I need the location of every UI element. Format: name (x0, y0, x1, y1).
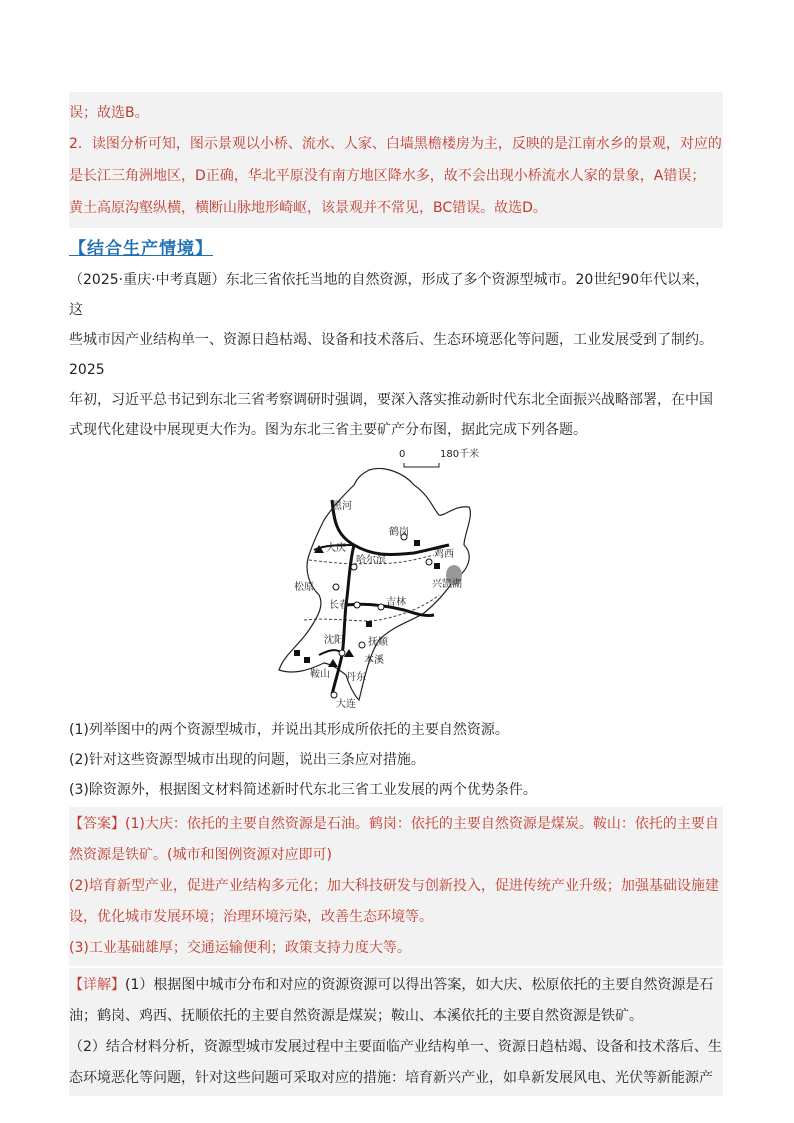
detail-block (69, 968, 723, 1096)
city-label: 松原 (294, 582, 314, 593)
answer-text: (1)大庆：依托的主要自然资源是石油。鹤岗：依托的主要自然资源是煤炭。鞍山：依托的主要自 (125, 816, 719, 832)
city-label: 抚顺 (368, 637, 388, 648)
city-label: 大连 (336, 699, 356, 710)
answer-line: (3)工业基础雄厚；交通运输便利；政策支持力度大等。 (69, 940, 411, 956)
detail-line: 态环境恶化等问题，针对这些问题可采取对应的措施：培育新兴产业，如阜新发展风电、光伏等新能源产 (69, 1070, 713, 1086)
detail-line-1 (69, 970, 723, 1001)
city-label: 长春 (329, 600, 349, 611)
coal-symbol (366, 621, 372, 627)
city-label: 吉林 (386, 597, 406, 608)
city-label: 鹤岗 (389, 527, 409, 538)
question-3: (3)除资源外，根据图文材料简述新时代东北三省工业发展的两个优势条件。 (69, 782, 537, 798)
northeast-mineral-map (264, 445, 564, 715)
detail-text: (1）根据图中城市分布和对应的资源资源可以得出答案，如大庆、松原依托的主要自然资源是石 (125, 977, 714, 993)
coal-symbol (414, 540, 420, 546)
question-2: (2)针对这些资源型城市出现的问题，说出三条应对措施。 (69, 752, 425, 768)
answer-tag: 【答案】 (69, 816, 125, 832)
answer-line: 然资源是铁矿。(城市和图例资源对应即可) (69, 847, 332, 863)
page (69, 92, 723, 1096)
answer-line: (2)培育新型产业，促进产业结构多元化；加大科技研发与创新投入，促进传统产业升级；加强基础设施建 (69, 878, 719, 894)
scale-zero: 0 (399, 449, 406, 460)
city-label: 兴凯湖 (432, 579, 462, 590)
scale-label: 180千米 (440, 449, 480, 460)
answer-line: 设，优化城市发展环境；治理环境污染，改善生态环境等。 (69, 909, 433, 925)
detail-line: （2）结合材料分析，资源型城市发展过程中主要面临产业结构单一、资源日趋枯竭、设备和技术落后、生 (69, 1039, 722, 1055)
section-title: 【结合生产情境】 (69, 239, 213, 259)
detail-tag: 【详解】 (69, 977, 125, 993)
coal-symbol (294, 650, 300, 656)
city-label: 沈阳 (324, 635, 344, 646)
coal-symbol (434, 563, 440, 569)
coal-symbol (304, 657, 310, 663)
city-label: 鞍山 (310, 669, 330, 680)
stem-line: 年初，习近平总书记到东北三省考察调研时强调，要深入落实推动新时代东北全面振兴战略部署，在中国 (69, 392, 713, 408)
stem-line: （2025·重庆·中考真题）东北三省依托当地的自然资源，形成了多个资源型城市。20世纪90年代以来，这 (69, 272, 710, 318)
city-label: 大庆 (326, 543, 346, 554)
answer-block (69, 807, 723, 966)
prev-answer-line: 误；故选B。 (69, 105, 149, 121)
detail-line: 油；鹤岗、鸡西、抚顺依托的主要自然资源是煤炭；鞍山、本溪依托的主要自然资源是铁矿。 (69, 1008, 643, 1024)
city-label: 丹东 (346, 672, 366, 683)
city-label: 本溪 (364, 655, 384, 666)
prev-answer-line: 是长江三角洲地区，D正确，华北平原没有南方地区降水多，故不会出现小桥流水人家的景象，A错误； (69, 168, 706, 184)
prev-answer-line: 黄土高原沟壑纵横，横断山脉地形崎岖，该景观并不常见，BC错误。故选D。 (69, 200, 547, 216)
city-label: 哈尔滨 (356, 555, 386, 566)
previous-answer-box (69, 92, 723, 228)
prev-answer-line: 2．读图分析可知，图示景观以小桥、流水、人家、白墙黑檐楼房为主，反映的是江南水乡的景观，对应的 (69, 136, 722, 152)
stem-line: 式现代化建设中展现更大作为。图为东北三省主要矿产分布图，据此完成下列各题。 (69, 422, 587, 438)
stem-line: 些城市因产业结构单一、资源日趋枯竭、设备和技术落后、生态环境恶化等问题，工业发展受到了制约。2025 (69, 332, 713, 378)
question-1: (1)列举图中的两个资源型城市，并说出其形成所依托的主要自然资源。 (69, 722, 509, 738)
map-svg (264, 445, 564, 715)
city-label: 黑河 (332, 501, 352, 512)
scale-bar (399, 447, 479, 467)
city-label: 鸡西 (434, 549, 454, 560)
answer-line-1 (69, 809, 723, 840)
